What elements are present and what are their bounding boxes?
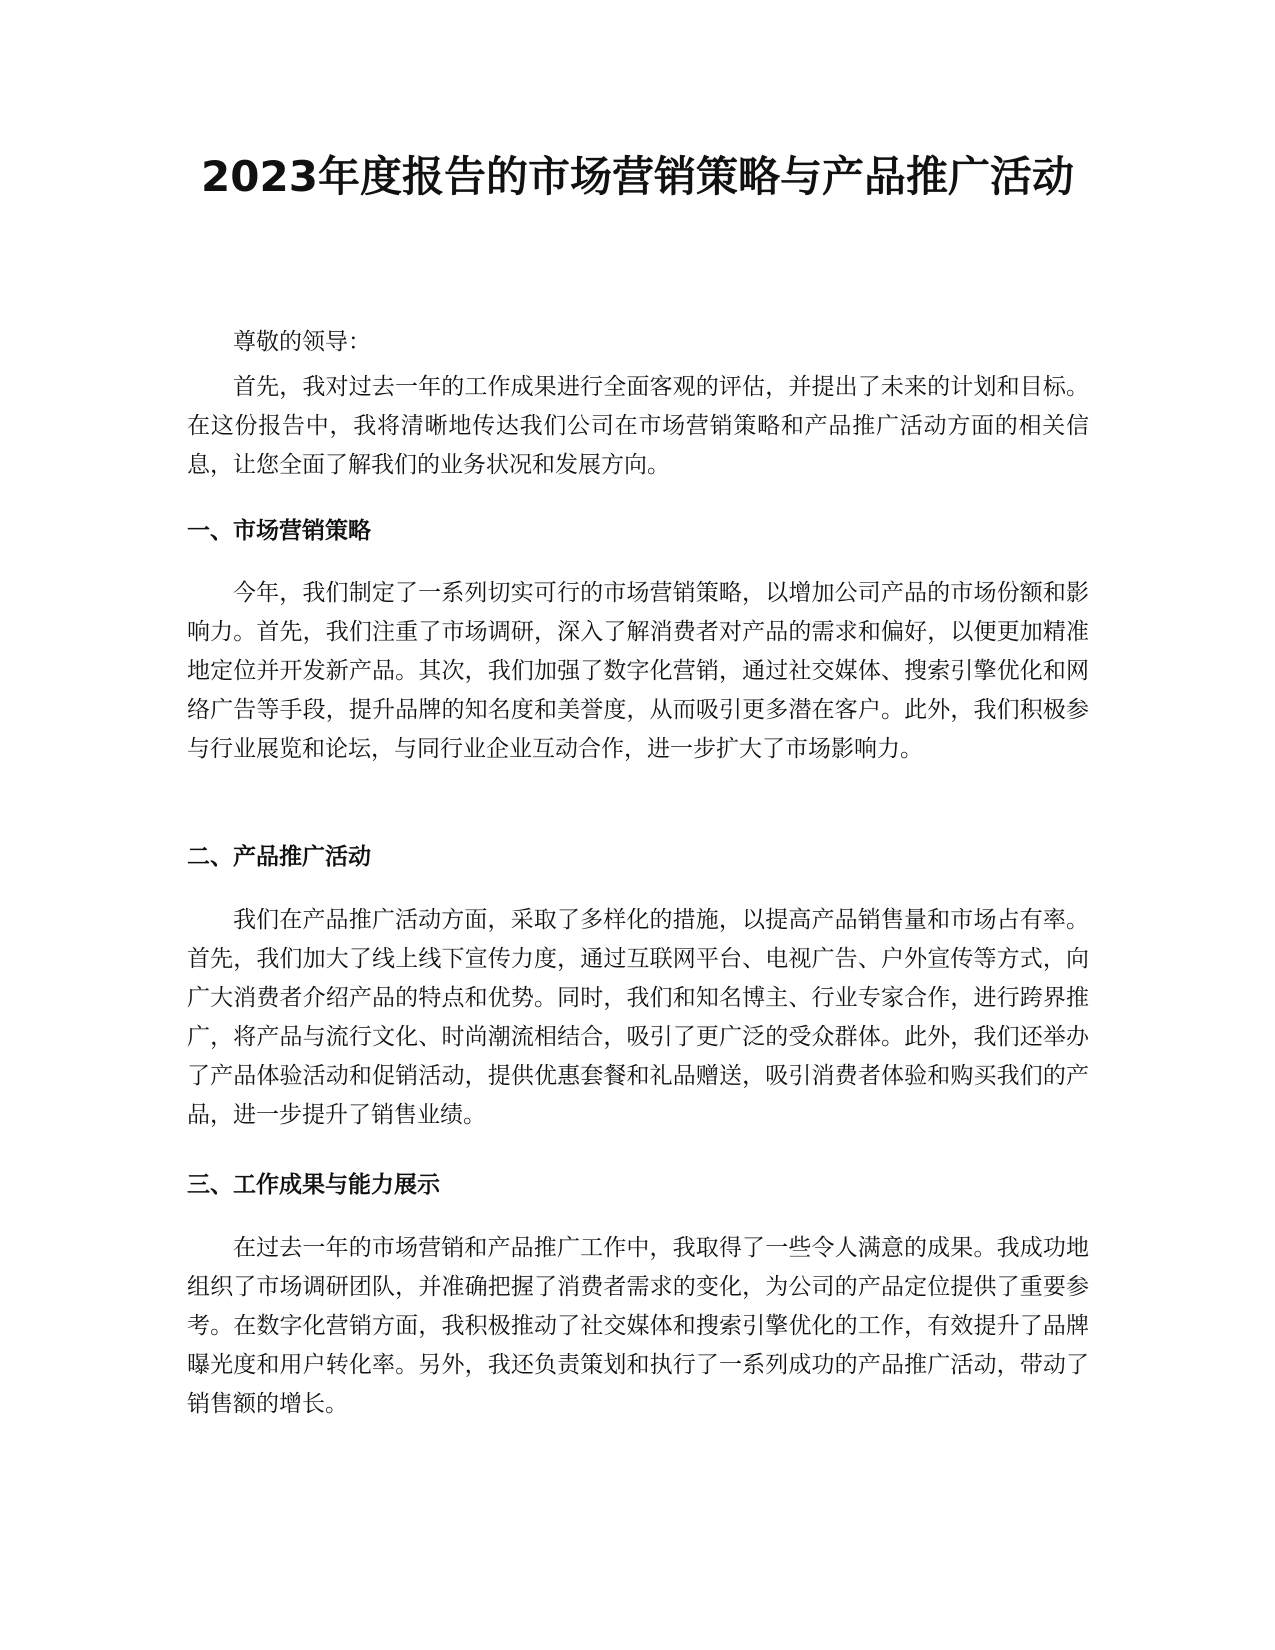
intro-paragraph: 首先，我对过去一年的工作成果进行全面客观的评估，并提出了未来的计划和目标。在这份报告中，我将清晰地传达我们公司在市场营销策略和产品推广活动方面的相关信息，让您全面了解我们的业务状况和发展方向。	[187, 374, 1089, 478]
section-heading-product-promotion: 二、产品推广活动	[187, 844, 371, 870]
section-heading-achievements: 三、工作成果与能力展示	[187, 1172, 440, 1198]
section-body-marketing-strategy: 今年，我们制定了一系列切实可行的市场营销策略，以增加公司产品的市场份额和影响力。首先，我们注重了市场调研，深入了解消费者对产品的需求和偏好，以便更加精准地定位并开发新产品。其次，我们加强了数字化营销，通过社交媒体、搜索引擎优化和网络广告等手段，提升品牌的知名度和美誉度，从而吸引更多潜在客户。此外，我们积极参与行业展览和论坛，与同行业企业互动合作，进一步扩大了市场影响力。	[187, 580, 1089, 762]
salutation: 尊敬的领导：	[233, 329, 371, 355]
section-body-product-promotion: 我们在产品推广活动方面，采取了多样化的措施，以提高产品销售量和市场占有率。首先，我们加大了线上线下宣传力度，通过互联网平台、电视广告、户外宣传等方式，向广大消费者介绍产品的特点和优势。同时，我们和知名博主、行业专家合作，进行跨界推广，将产品与流行文化、时尚潮流相结合，吸引了更广泛的受众群体。此外，我们还举办了产品体验活动和促销活动，提供优惠套餐和礼品赠送，吸引消费者体验和购买我们的产品，进一步提升了销售业绩。	[187, 907, 1089, 1128]
section-heading-marketing-strategy: 一、市场营销策略	[187, 518, 371, 544]
section-body-achievements: 在过去一年的市场营销和产品推广工作中，我取得了一些令人满意的成果。我成功地组织了市场调研团队，并准确把握了消费者需求的变化，为公司的产品定位提供了重要参考。在数字化营销方面，我积极推动了社交媒体和搜索引擎优化的工作，有效提升了品牌曝光度和用户转化率。另外，我还负责策划和执行了一系列成功的产品推广活动，带动了销售额的增长。	[187, 1235, 1089, 1417]
document-title: 2023年度报告的市场营销策略与产品推广活动	[201, 152, 1074, 201]
